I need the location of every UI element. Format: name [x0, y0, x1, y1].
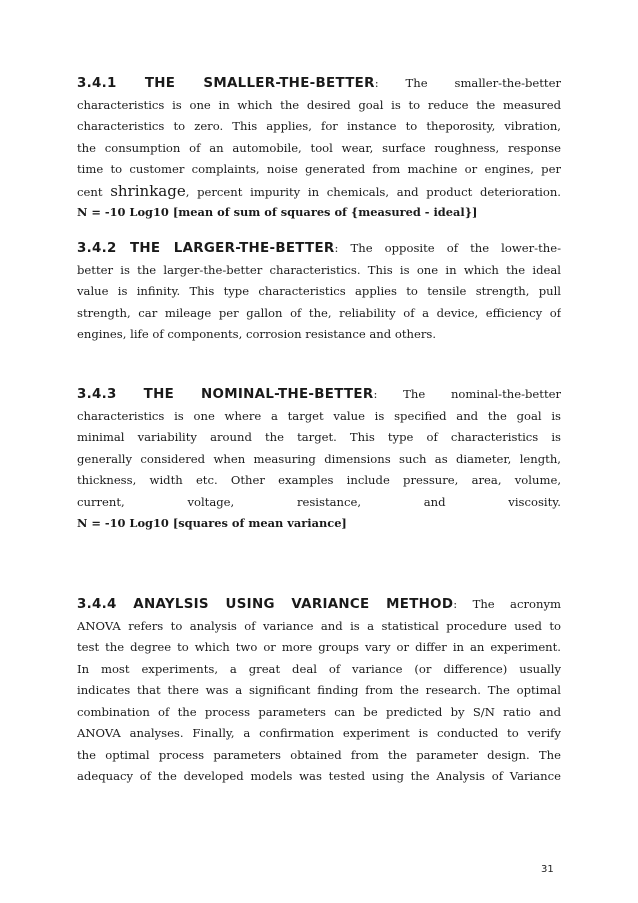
text-fragment: , percent impurity in chemicals, and product deterioration.	[185, 184, 561, 199]
paragraph-line: the optimal process parameters obtained from the parameter design. The	[77, 747, 561, 762]
enlarged-word: shrinkage	[110, 181, 186, 200]
paragraph-line: current, voltage, resistance, and viscosity.	[77, 494, 561, 509]
paragraph-line: In most experiments, a great deal of variance (or difference) usually	[77, 661, 561, 676]
paragraph-line: ANOVA refers to analysis of variance and is a statistical procedure used to	[77, 618, 561, 633]
heading-continuation: : The opposite of the lower-the-	[334, 241, 561, 255]
paragraph-line: time to customer complaints, noise generated from machine or engines, per	[77, 162, 561, 176]
section-larger-the-better	[77, 238, 561, 346]
section-heading-line	[77, 594, 561, 616]
page-number: 31	[541, 864, 554, 875]
section-heading: 3.4.4 ANAYLSIS USING VARIANCE METHOD	[77, 597, 454, 612]
paragraph-line: characteristics to zero. This applies, for instance to theporosity, vibration,	[77, 119, 561, 133]
heading-continuation: : The smaller-the-better	[374, 76, 561, 90]
paragraph-line: combination of the process parameters can be predicted by S/N ratio and	[77, 704, 561, 719]
section-heading: 3.4.2 THE LARGER-THE-BETTER	[77, 241, 335, 256]
heading-continuation: : The nominal-the-better	[373, 387, 561, 401]
section-heading-line	[77, 238, 561, 260]
paragraph-line: better is the larger-the-better characteristics. This is one in which the ideal	[77, 262, 561, 277]
section-smaller-the-better	[77, 73, 561, 222]
paragraph-line: indicates that there was a significant finding from the research. The optimal	[77, 683, 561, 697]
section-heading: 3.4.3 THE NOMINAL-THE-BETTER	[77, 387, 374, 402]
paragraph-line	[77, 181, 561, 203]
section-heading: 3.4.1 THE SMALLER-THE-BETTER	[77, 76, 375, 91]
paragraph-line: adequacy of the developed models was tested using the Analysis of Variance	[77, 769, 561, 783]
paragraph-line: generally considered when measuring dimensions such as diameter, length,	[77, 451, 561, 466]
paragraph-line: strength, car mileage per gallon of the, reliability of a device, efficiency of	[77, 305, 561, 320]
section-heading-line	[77, 384, 561, 406]
paragraph-line: ANOVA analyses. Finally, a confirmation experiment is conducted to verify	[77, 726, 561, 740]
paragraph-line: the consumption of an automobile, tool wear, surface roughness, response	[77, 140, 561, 155]
section-nominal-the-better	[77, 384, 561, 533]
formula: N = -10 Log10 [squares of mean variance]	[77, 516, 347, 530]
paragraph-line: thickness, width etc. Other examples include pressure, area, volume,	[77, 473, 561, 487]
paragraph-line: characteristics is one where a target value is specified and the goal is	[77, 408, 561, 423]
section-heading-line	[77, 73, 561, 95]
paragraph-line: value is infinity. This type characteristics applies to tensile strength, pull	[77, 284, 561, 298]
paragraph-line: engines, life of components, corrosion resistance and others.	[77, 327, 437, 341]
paragraph-line: test the degree to which two or more groups vary or differ in an experiment.	[77, 640, 561, 654]
text-fragment: cent	[77, 184, 111, 199]
formula: N = -10 Log10 [mean of sum of squares of {measured - ideal}]	[77, 205, 478, 219]
paragraph-line: minimal variability around the target. This type of characteristics is	[77, 430, 561, 444]
heading-continuation: : The acronym	[453, 597, 561, 611]
section-anova	[77, 594, 561, 788]
paragraph-line: characteristics is one in which the desired goal is to reduce the measured	[77, 97, 561, 112]
